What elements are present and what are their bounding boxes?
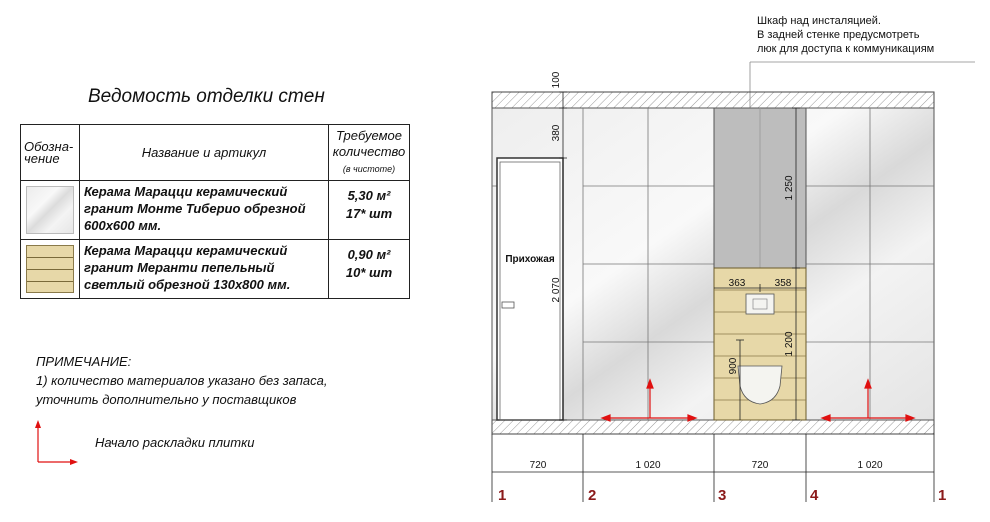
axis-label: 4 [810, 487, 819, 504]
callout-line: люк для доступа к коммуникациям [757, 43, 935, 55]
dim-bottom-2: 1 020 [635, 460, 661, 471]
header-qty-note: (в чистоте) [342, 164, 396, 174]
axis-label: 3 [718, 487, 727, 504]
callout-line: Шкаф над инсталяцией. [757, 15, 881, 27]
flush-button-icon [746, 294, 774, 314]
material-name: Керама Марацци керамический гранит Меранти пепельный светлый обрезной 130х800 мм. [80, 240, 329, 299]
door-label: Прихожая [505, 254, 555, 265]
dim-door: 2 070 [551, 277, 562, 303]
qty-count: 17* шт [345, 206, 393, 221]
dim-bottom-1: 720 [529, 460, 547, 471]
dim-install: 1 200 [784, 331, 795, 357]
callout-line: В задней стенке предусмотреть [757, 29, 920, 41]
ceiling-slab [492, 92, 934, 108]
dim-right-width: 358 [774, 278, 792, 289]
dim-bottom-3: 720 [751, 460, 769, 471]
dim-wc: 900 [728, 357, 739, 375]
qty-area: 0,90 м² [347, 247, 391, 262]
dim-top: 100 [551, 71, 562, 89]
schedule-title: Ведомость отделки стен [88, 86, 325, 107]
qty-area: 5,30 м² [347, 188, 391, 203]
dim-cabinet: 1 250 [784, 175, 795, 201]
dim-upper: 380 [551, 124, 562, 142]
axis-label: 2 [588, 487, 597, 504]
material-name: Керама Марацци керамический гранит Монте Тиберио обрезной 600х600 мм. [80, 181, 329, 240]
axis-label: 1 [498, 487, 507, 504]
header-name: Название и артикул [80, 125, 329, 181]
floor-slab [492, 420, 934, 434]
dim-left-width: 363 [728, 278, 746, 289]
legend-label: Начало раскладки плитки [95, 435, 255, 450]
qty-count: 10* шт [345, 265, 393, 280]
note-line: 1) количество материалов указано без запаса, [36, 373, 328, 388]
dim-bottom-4: 1 020 [857, 460, 883, 471]
header-code: Обозна-чение [21, 125, 80, 181]
axis-label: 1 [938, 487, 947, 504]
note-title: ПРИМЕЧАНИЕ: [36, 354, 132, 369]
note-line: уточнить дополнительно у поставщиков [36, 392, 297, 407]
header-qty-label: Требуемое количество [332, 128, 406, 159]
